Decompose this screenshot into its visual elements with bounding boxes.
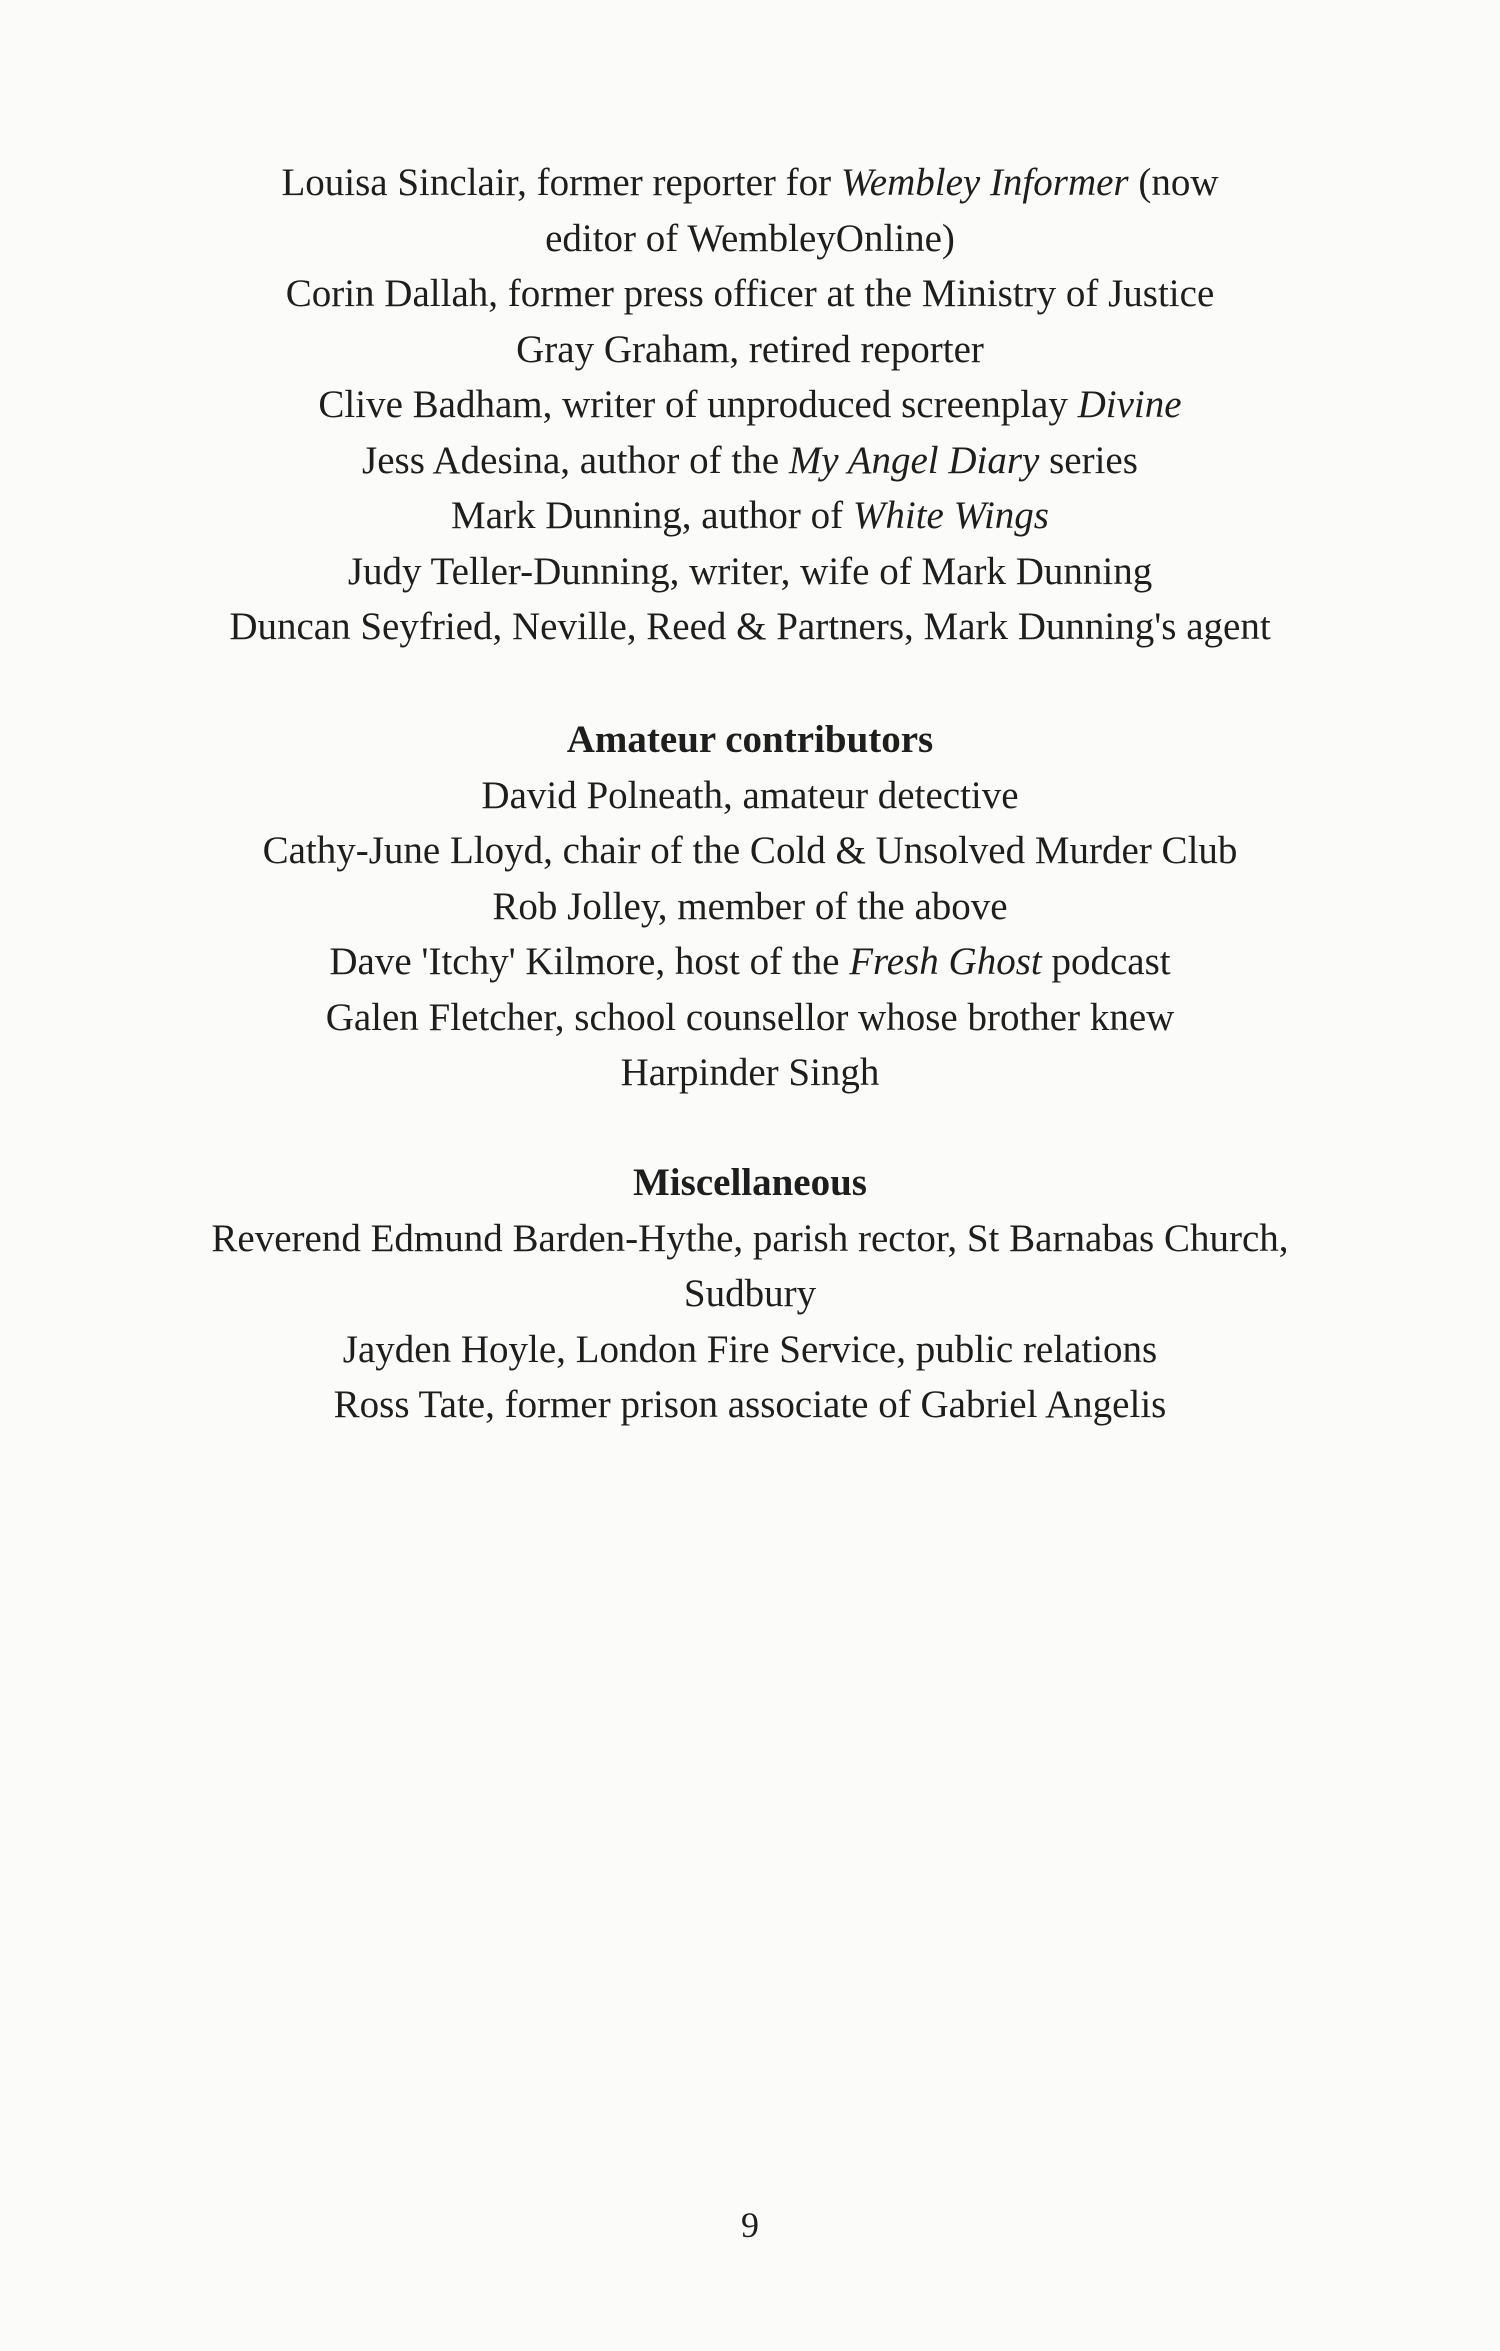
contributors-list-professional [150,155,1350,655]
contributor-line: Duncan Seyfried, Neville, Reed & Partners, Mark Dunning's agent [229,605,1271,648]
contributor-line: Dave 'Itchy' Kilmore, host of the Fresh Ghost podcast [329,940,1171,983]
contributor-line: Jayden Hoyle, London Fire Service, public relations [342,1327,1158,1371]
contributors-list-amateur [150,712,1350,1101]
section-heading-miscellaneous: Miscellaneous [633,1161,867,1204]
contributor-line: Judy Teller-Dunning, writer, wife of Mark Dunning [347,549,1153,593]
contributor-line: Harpinder Singh [620,1051,880,1094]
contributor-line: Ross Tate, former prison associate of Gabriel Angelis [333,1383,1167,1426]
contributor-line: Galen Fletcher, school counsellor whose brother knew [325,995,1175,1039]
contributor-line: Rob Jolley, member of the above [492,884,1008,928]
contributor-line: Clive Badham, writer of unproduced screenplay Divine [318,383,1182,426]
contributor-line: Corin Dallah, former press officer at the Ministry of Justice [285,272,1215,315]
contributor-line: Mark Dunning, author of White Wings [451,494,1049,537]
contributors-list-miscellaneous [150,1155,1350,1433]
page-number: 9 [741,2205,759,2245]
contributor-line: Cathy-June Lloyd, chair of the Cold & Unsolved Murder Club [262,829,1238,872]
contributor-line: Jess Adesina, author of the My Angel Diary series [362,438,1138,482]
contributor-line: Reverend Edmund Barden-Hythe, parish rector, St Barnabas Church, [211,1216,1289,1260]
section-heading-amateur: Amateur contributors [566,718,934,761]
contributor-line: Sudbury [683,1272,817,1315]
contributor-line: Louisa Sinclair, former reporter for Wembley Informer (now [281,161,1219,204]
contributor-line: David Polneath, amateur detective [481,773,1019,817]
contributor-line: Gray Graham, retired reporter [516,327,984,371]
contributor-line: editor of WembleyOnline) [545,216,955,260]
